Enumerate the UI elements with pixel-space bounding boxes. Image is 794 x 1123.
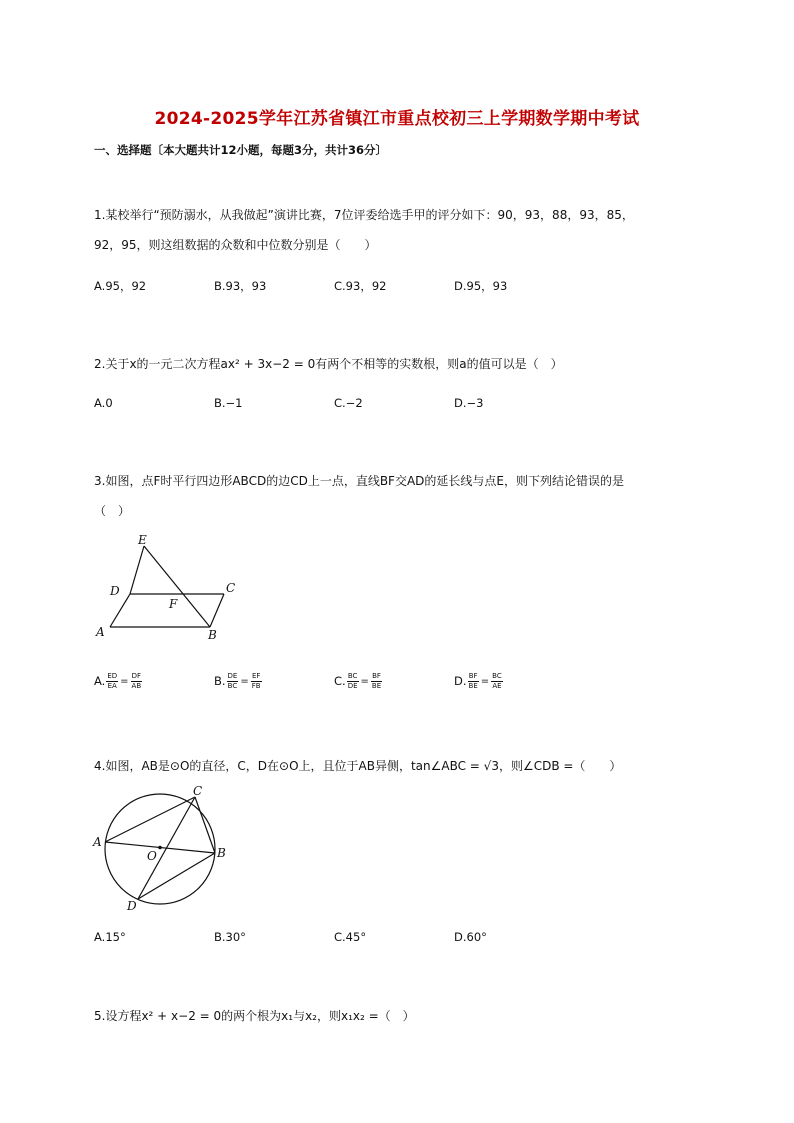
- q1-option-d[interactable]: D.95，93: [454, 279, 508, 293]
- numerator: DF: [131, 672, 142, 680]
- question-1: [94, 200, 704, 260]
- numerator: BC: [347, 672, 358, 680]
- q1-option-c[interactable]: C.93，92: [334, 279, 387, 293]
- q4-option-c[interactable]: C.45°: [334, 930, 367, 944]
- center-point: [158, 846, 162, 850]
- q2-option-d[interactable]: D.−3: [454, 396, 484, 410]
- chord-AC: [105, 797, 195, 842]
- label-C: C: [226, 581, 236, 595]
- question-1-options: [94, 278, 704, 298]
- q3-option-d-letter: D.: [454, 674, 467, 688]
- question-2: [94, 349, 704, 379]
- parallelogram-figure: [92, 532, 252, 647]
- q2-option-a[interactable]: A.0: [94, 396, 113, 410]
- q3-option-d[interactable]: [454, 672, 504, 691]
- fraction: [371, 672, 382, 691]
- numerator: BF: [468, 672, 478, 680]
- label-E: E: [138, 533, 147, 547]
- question-1-line2: 92，95，则这组数据的众数和中位数分别是（ ）: [94, 238, 377, 252]
- numerator: DE: [227, 672, 238, 680]
- q1-option-b[interactable]: B.93，93: [214, 279, 267, 293]
- q3-option-b[interactable]: [214, 672, 263, 691]
- label-F: F: [169, 597, 178, 611]
- fraction: [491, 672, 503, 691]
- equals-sign: =: [120, 676, 129, 687]
- fraction: [347, 672, 359, 691]
- denominator: AB: [131, 682, 142, 690]
- denominator: EA: [107, 682, 117, 690]
- label-O: O: [147, 849, 157, 863]
- question-3: [94, 466, 704, 526]
- q3-option-c-letter: C.: [334, 674, 346, 688]
- q2-option-b[interactable]: B.−1: [214, 396, 243, 410]
- question-3-line1: 3.如图，点F时平行四边形ABCD的边CD上一点，直线BF交AD的延长线与点E，则下列结论错误的是: [94, 474, 624, 488]
- q3-option-a[interactable]: [94, 672, 143, 691]
- question-4: [94, 751, 704, 781]
- q3-option-b-letter: B.: [214, 674, 226, 688]
- label-D: D: [110, 584, 120, 598]
- fraction: [468, 672, 479, 691]
- question-3-line2: （ ）: [94, 504, 131, 518]
- segment-AD: [110, 594, 130, 627]
- denominator: FB: [251, 682, 261, 690]
- q4-option-a[interactable]: A.15°: [94, 930, 126, 944]
- numerator: ED: [107, 672, 118, 680]
- fraction: [106, 672, 118, 691]
- label-B: B: [217, 846, 226, 860]
- chord-CD: [138, 797, 195, 899]
- q4-option-d[interactable]: D.60°: [454, 930, 487, 944]
- question-2-options: [94, 396, 704, 416]
- question-5: [94, 1001, 704, 1031]
- question-4-line1: 4.如图，AB是⊙O的直径，C，D在⊙O上，且位于AB异侧，tan∠ABC = √3，则∠CDB =（ ）: [94, 759, 622, 773]
- denominator: BC: [227, 682, 238, 690]
- equals-sign: =: [360, 676, 369, 687]
- label-A: A: [96, 625, 105, 639]
- denominator: BE: [468, 682, 478, 690]
- label-C: C: [193, 784, 203, 798]
- chord-CB: [195, 797, 215, 853]
- label-A: A: [93, 835, 102, 849]
- question-5-line1: 5.设方程x² + x−2 = 0的两个根为x₁与x₂，则x₁x₂ =（ ）: [94, 1009, 415, 1023]
- segment-CB: [210, 594, 224, 627]
- denominator: BE: [371, 682, 382, 690]
- question-3-options: [94, 672, 704, 696]
- question-4-options: [94, 930, 704, 950]
- fraction: [227, 672, 239, 691]
- circle-figure: [90, 782, 240, 917]
- label-D: D: [127, 899, 137, 913]
- label-B: B: [208, 628, 217, 642]
- denominator: DE: [347, 682, 358, 690]
- denominator: AE: [492, 682, 502, 690]
- question-1-line1: 1.某校举行“预防溺水，从我做起”演讲比赛，7位评委给选手甲的评分如下：90，93，88，93，85，: [94, 208, 634, 222]
- fraction: [131, 672, 143, 691]
- numerator: BF: [372, 672, 381, 680]
- exam-title: 2024-2025学年江苏省镇江市重点校初三上学期数学期中考试: [154, 109, 640, 129]
- q3-option-c[interactable]: [334, 672, 383, 691]
- q3-option-a-letter: A.: [94, 674, 106, 688]
- question-2-line1: 2.关于x的一元二次方程ax² + 3x−2 = 0有两个不相等的实数根，则a的值可以是（ ）: [94, 357, 563, 371]
- section-header: 一、选择题〔本大题共计12小题，每题3分，共计36分〕: [94, 143, 388, 157]
- fraction: [251, 672, 262, 691]
- equals-sign: =: [240, 676, 249, 687]
- q1-option-a[interactable]: A.95，92: [94, 279, 147, 293]
- numerator: EF: [251, 672, 261, 680]
- numerator: BC: [492, 672, 502, 680]
- segment-DE: [130, 546, 144, 594]
- segment-EB: [144, 546, 210, 627]
- q4-option-b[interactable]: B.30°: [214, 930, 246, 944]
- q2-option-c[interactable]: C.−2: [334, 396, 363, 410]
- equals-sign: =: [480, 676, 490, 687]
